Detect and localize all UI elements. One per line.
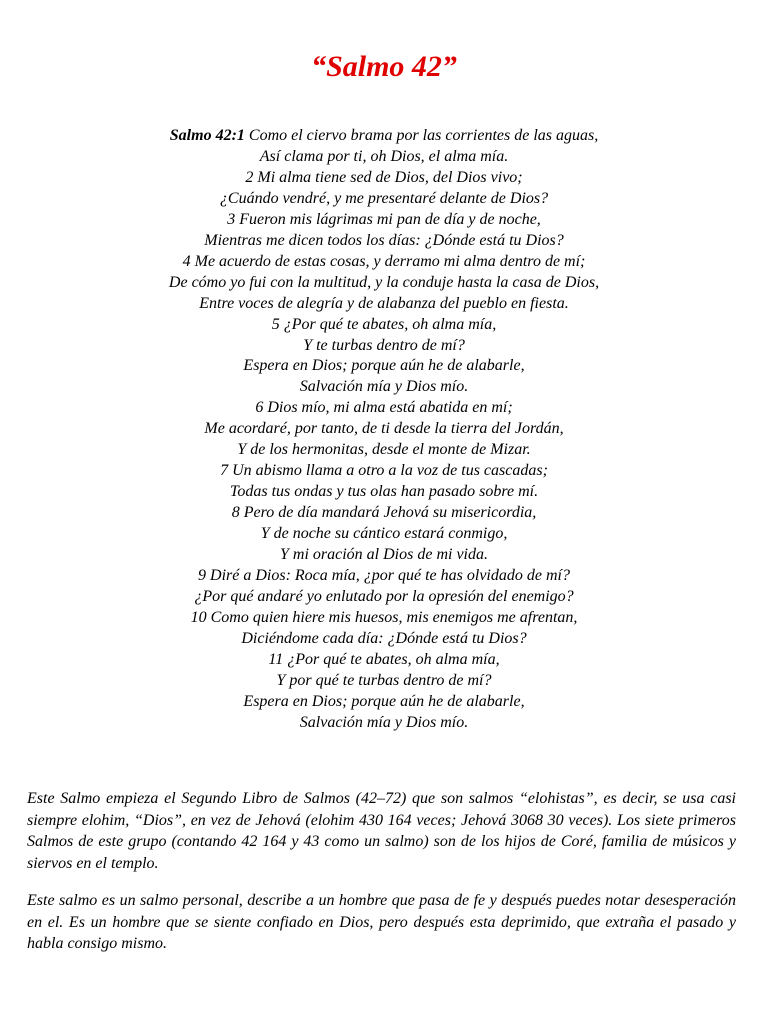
- psalm-line: ¿Por qué andaré yo enlutado por la opresión del enemigo?: [194, 587, 574, 605]
- page-title: “Salmo 42”: [311, 50, 457, 83]
- psalm-line: 11 ¿Por qué te abates, oh alma mía,: [268, 650, 500, 668]
- psalm-line: 6 Dios mío, mi alma está abatida en mí;: [255, 399, 513, 417]
- psalm-line: Entre voces de alegría y de alabanza del pueblo en fiesta.: [199, 294, 569, 312]
- psalm-line-first: [0, 126, 768, 147]
- psalm-text: [0, 126, 768, 734]
- psalm-line: Todas tus ondas y tus olas han pasado sobre mí.: [229, 483, 539, 501]
- verse-reference: Salmo 42:1: [169, 127, 245, 144]
- commentary-paragraph: Este salmo es un salmo personal, describe a un hombre que pasa de fe y después puedes notar desesperación en el. Es un hombre que se siente confiado en Dios, pero después esta deprimido, que extraña el pasado y habla consigo mismo.: [27, 892, 736, 952]
- commentary-paragraph: Este Salmo empieza el Segundo Libro de Salmos (42–72) que son salmos “elohistas”, es decir, se usa casi siempre elohim, “Dios”, en vez de Jehová (elohim 430 164 veces; Jehová 3068 30 veces). Los siete primeros Salmos de este grupo (contando 42 164 y 43 como un salmo) son de los hijos de Coré, familia de músicos y siervos en el templo.: [27, 790, 736, 872]
- psalm-line: Así clama por ti, oh Dios, el alma mía.: [259, 147, 509, 165]
- psalm-line: Me acordaré, por tanto, de ti desde la tierra del Jordán,: [204, 420, 564, 438]
- psalm-line: Espera en Dios; porque aún he de alabarle,: [243, 692, 525, 710]
- psalm-line: Diciéndome cada día: ¿Dónde está tu Dios?: [241, 629, 527, 647]
- psalm-line: 10 Como quien hiere mis huesos, mis enemigos me afrentan,: [190, 608, 578, 626]
- psalm-line: Y mi oración al Dios de mi vida.: [280, 546, 488, 564]
- psalm-line: 8 Pero de día mandará Jehová su misericordia,: [231, 504, 537, 522]
- psalm-line: 7 Un abismo llama a otro a la voz de tus cascadas;: [220, 462, 548, 480]
- psalm-line: Mientras me dicen todos los días: ¿Dónde está tu Dios?: [204, 231, 564, 249]
- psalm-line: Y te turbas dentro de mí?: [303, 336, 465, 354]
- psalm-line: De cómo yo fui con la multitud, y la conduje hasta la casa de Dios,: [168, 273, 600, 291]
- psalm-line: 3 Fueron mis lágrimas mi pan de día y de noche,: [227, 210, 541, 228]
- psalm-line: 9 Diré a Dios: Roca mía, ¿por qué te has olvidado de mí?: [198, 567, 570, 585]
- psalm-line: ¿Cuándo vendré, y me presentaré delante de Dios?: [219, 189, 549, 207]
- psalm-line: Salvación mía y Dios mío.: [299, 378, 469, 396]
- psalm-line: Espera en Dios; porque aún he de alabarle,: [243, 357, 525, 375]
- psalm-line: Y de los hermonitas, desde el monte de Mizar.: [237, 441, 531, 459]
- psalm-line: Salvación mía y Dios mío.: [299, 713, 469, 731]
- psalm-line: Y por qué te turbas dentro de mí?: [276, 671, 492, 689]
- psalm-line: Y de noche su cántico estará conmigo,: [260, 525, 508, 543]
- psalm-line: 5 ¿Por qué te abates, oh alma mía,: [271, 315, 497, 333]
- psalm-line: 4 Me acuerdo de estas cosas, y derramo mi alma dentro de mí;: [182, 252, 586, 270]
- psalm-line: 2 Mi alma tiene sed de Dios, del Dios vivo;: [245, 168, 523, 186]
- psalm-line-first-text: Como el ciervo brama por las corrientes de las aguas,: [244, 127, 599, 144]
